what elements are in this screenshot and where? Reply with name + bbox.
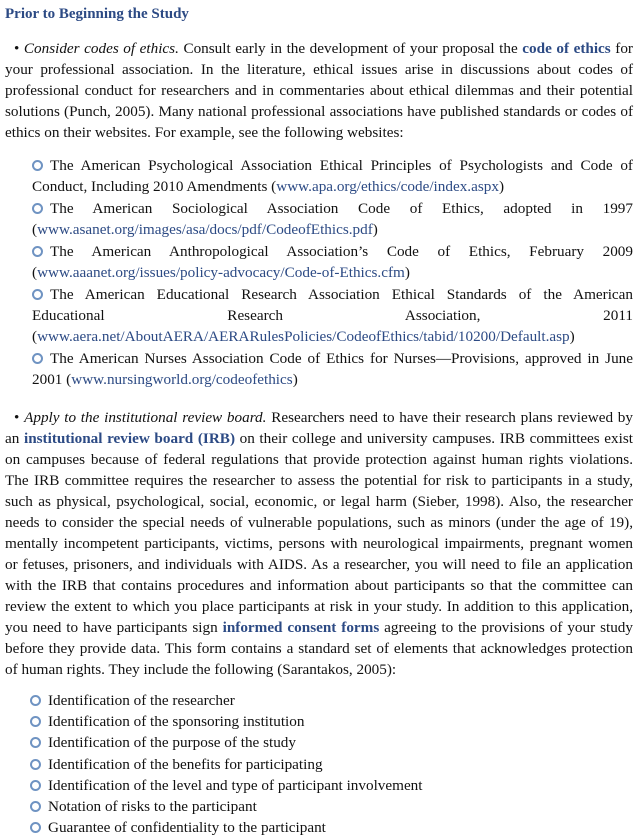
- website-link[interactable]: www.aera.net/AboutAERA/AERARulesPolicies/CodeofEthics/tabid/10200/Default.asp: [37, 328, 570, 345]
- circle-bullet-icon: [32, 160, 43, 171]
- list-item: Guarantee of confidentiality to the participant: [30, 817, 633, 838]
- paragraph-text: for your professional association. In the literature, ethical issues arise in discussions about codes of professional conduct for researchers and in commentaries about ethical dilemmas and their potential solutions (Punch, 2005). Many national professional associations have published standards or codes of ethics on their websites. For example, see the following websites:: [5, 40, 633, 141]
- website-link[interactable]: www.aaanet.org/issues/policy-advocacy/Code-of-Ethics.cfm: [37, 264, 405, 281]
- list-item: Identification of the benefits for participating: [30, 754, 633, 775]
- list-item: Identification of the level and type of participant involvement: [30, 775, 633, 796]
- list-item: The American Educational Research Association Ethical Standards of the American Educational Research Association, 2011 (www.aera.net/AboutAERA/AERARulesPolicies/CodeofEthics/tabid/10200/Default.asp): [32, 286, 633, 345]
- circle-bullet-icon: [32, 246, 43, 257]
- ethics-websites-list: [5, 155, 633, 390]
- paragraph-text: on their college and university campuses. IRB committees exist on campuses because of federal regulations that provide protection against human rights violations. The IRB committee requires the researcher to assess the potential for risk to participants in a study, such as physical, psychological, social, economic, or legal harm (Sieber, 1998). Also, the researcher needs to consider the special needs of vulnerable populations, such as minors (under the age of 19), mentally incompetent participants, victims, persons with neurological impairments, pregnant women or fetuses, prisoners, and individuals with AIDS. As a researcher, you will need to file an application with the IRB that contains procedures and information about participants so that the committee can review the extent to which you place participants at risk in your study. In addition to this application, you need to have participants sign: [5, 430, 633, 636]
- circle-bullet-icon: [30, 822, 41, 833]
- paragraph-text: agreeing to the provisions of your study before they provide data. This form contains a standard set of elements that acknowledges protection of human rights. They include the following (Sarantakos, 2005):: [5, 619, 633, 678]
- website-link[interactable]: www.apa.org/ethics/code/index.aspx: [276, 178, 499, 195]
- list-item: The American Sociological Association Code of Ethics, adopted in 1997 (www.asanet.org/images/asa/docs/pdf/CodeofEthics.pdf): [32, 200, 633, 238]
- consent-elements-list: [5, 690, 633, 838]
- list-item: The American Psychological Association Ethical Principles of Psychologists and Code of Conduct, Including 2010 Amendments (www.apa.org/ethics/code/index.aspx): [32, 157, 633, 195]
- list-item: Notation of risks to the participant: [30, 796, 633, 817]
- section-heading: Prior to Beginning the Study: [5, 6, 189, 22]
- glossary-term-irb[interactable]: institutional review board (IRB): [23, 430, 235, 447]
- italic-lead: Apply to the institutional review board.: [24, 409, 267, 426]
- codes-of-ethics-paragraph: [5, 38, 633, 143]
- website-link[interactable]: www.asanet.org/images/asa/docs/pdf/CodeofEthics.pdf: [37, 221, 373, 238]
- glossary-term-informed-consent[interactable]: informed consent forms: [222, 619, 380, 636]
- list-item: Identification of the researcher: [30, 690, 633, 711]
- circle-bullet-icon: [32, 353, 43, 364]
- list-item: The American Nurses Association Code of Ethics for Nurses—Provisions, approved in June 2001 (www.nursingworld.org/codeofethics): [32, 350, 633, 388]
- circle-bullet-icon: [30, 716, 41, 727]
- circle-bullet-icon: [30, 737, 41, 748]
- italic-lead: Consider codes of ethics.: [23, 40, 179, 57]
- glossary-term-code-of-ethics[interactable]: code of ethics: [522, 40, 611, 57]
- circle-bullet-icon: [30, 759, 41, 770]
- circle-bullet-icon: [32, 203, 43, 214]
- list-item: Identification of the purpose of the study: [30, 732, 633, 753]
- circle-bullet-icon: [30, 695, 41, 706]
- paragraph-text: Researchers need to have their research plans reviewed by an: [5, 409, 633, 447]
- list-item: The American Anthropological Association’s Code of Ethics, February 2009 (www.aaanet.org/issues/policy-advocacy/Code-of-Ethics.cfm): [32, 243, 633, 281]
- circle-bullet-icon: [30, 801, 41, 812]
- spacer: [5, 391, 633, 407]
- bullet-marker: •: [14, 40, 20, 57]
- paragraph-text: Consult early in the development of your proposal the: [178, 40, 523, 57]
- bullet-marker: •: [14, 409, 20, 426]
- irb-paragraph: [5, 407, 633, 680]
- list-item: Identification of the sponsoring institution: [30, 711, 633, 732]
- website-link[interactable]: www.nursingworld.org/codeofethics: [71, 371, 293, 388]
- circle-bullet-icon: [32, 289, 43, 300]
- circle-bullet-icon: [30, 780, 41, 791]
